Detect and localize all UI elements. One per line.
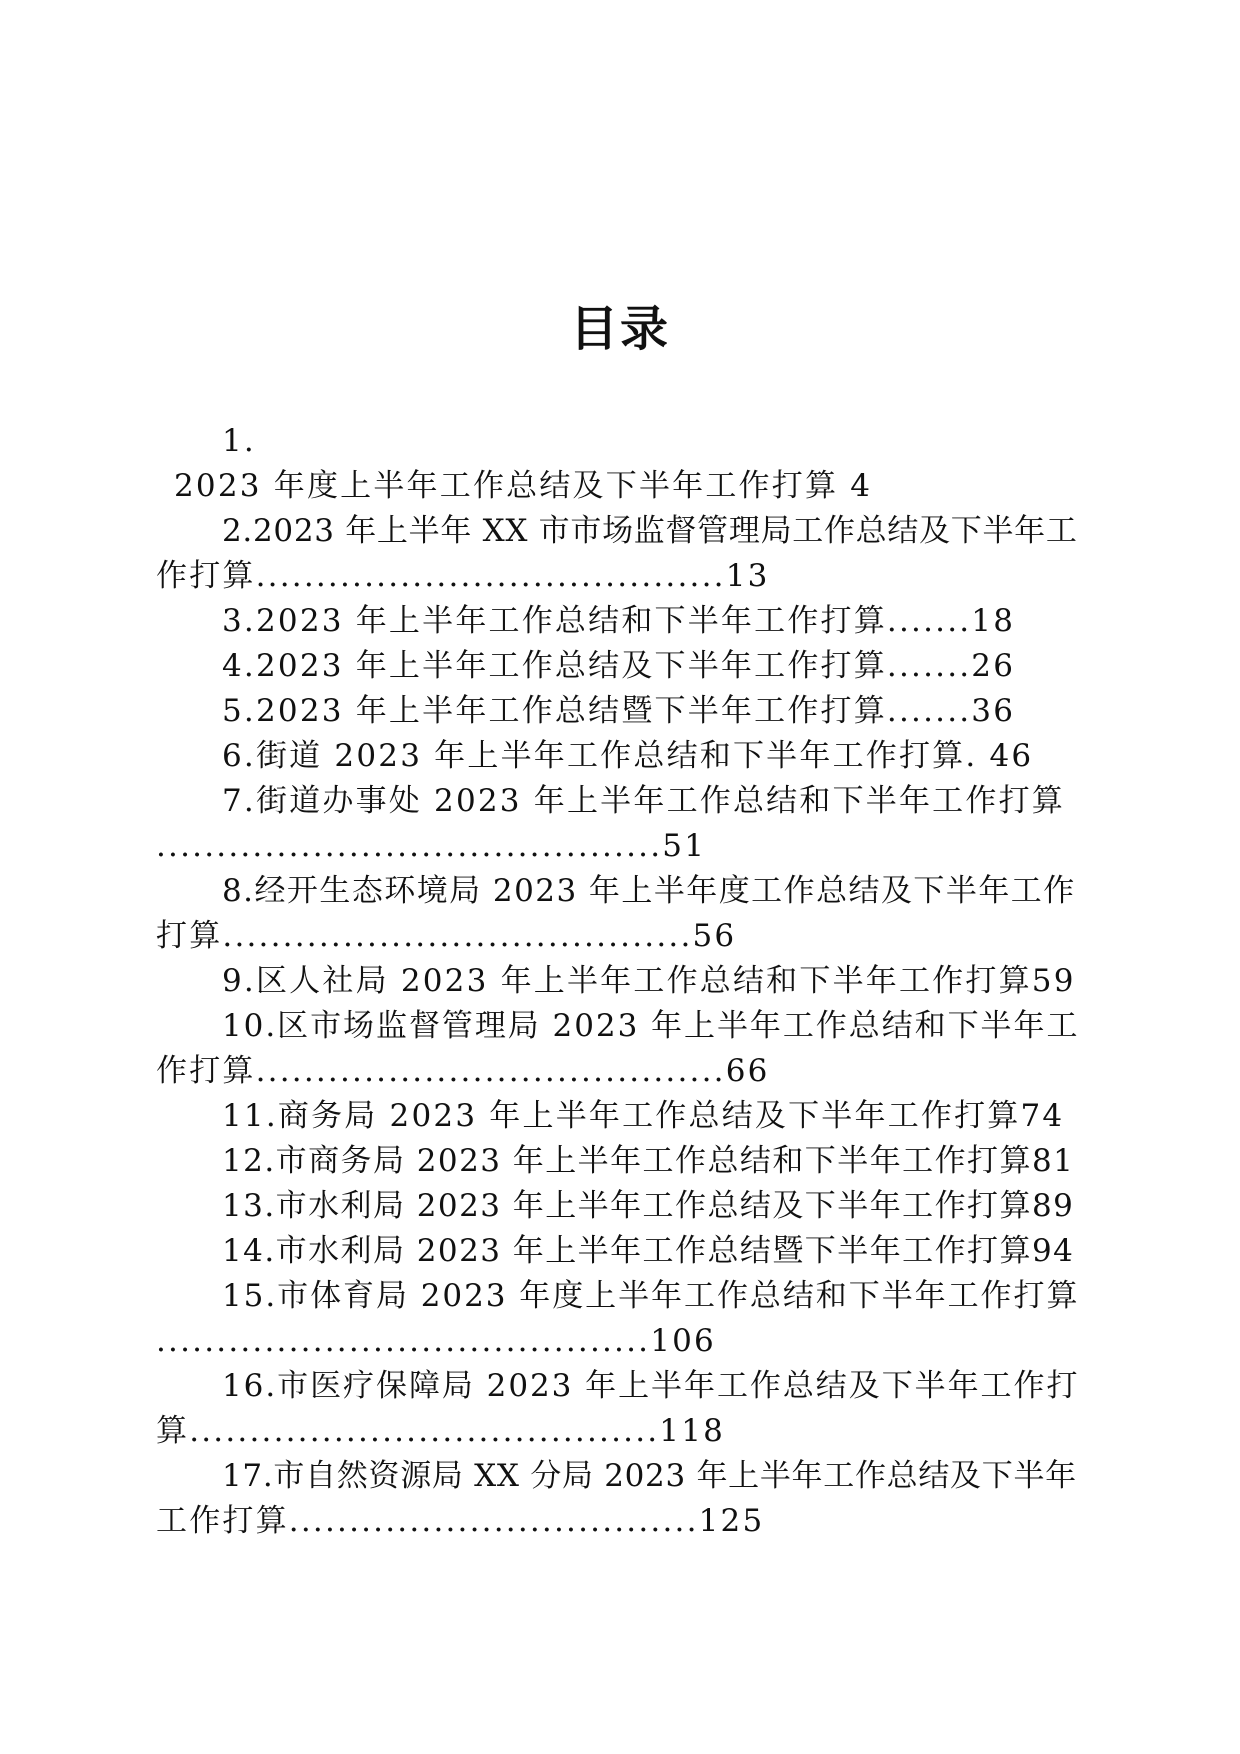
toc-entry-16-line-1[interactable]: 16.市医疗保障局 2023 年上半年工作总结及下半年工作打 [222,1368,1080,1404]
toc-entry-1-line-1[interactable]: 1. [222,423,256,459]
toc-entry-12[interactable]: 12.市商务局 2023 年上半年工作总结和下半年工作打算81 [222,1143,1075,1179]
toc-entry-10-line-2[interactable]: 作打算.......................................66 [156,1053,770,1089]
toc-entry-4[interactable]: 4.2023 年上半年工作总结及下半年工作打算.......26 [222,648,1016,684]
toc-entry-9[interactable]: 9.区人社局 2023 年上半年工作总结和下半年工作打算59 [222,963,1076,999]
toc-entry-15-line-2[interactable]: .........................................106 [156,1323,716,1359]
toc-entry-5[interactable]: 5.2023 年上半年工作总结暨下半年工作打算.......36 [222,693,1016,729]
toc-entry-14[interactable]: 14.市水利局 2023 年上半年工作总结暨下半年工作打算94 [222,1233,1075,1269]
toc-entry-6[interactable]: 6.街道 2023 年上半年工作总结和下半年工作打算. 46 [222,738,1034,774]
toc-entry-10-line-1[interactable]: 10.区市场监督管理局 2023 年上半年工作总结和下半年工 [222,1008,1080,1044]
toc-entry-2-line-2[interactable]: 作打算.......................................13 [156,558,770,594]
toc-entry-7-line-1[interactable]: 7.街道办事处 2023 年上半年工作总结和下半年工作打算 [222,783,1065,819]
toc-entry-3[interactable]: 3.2023 年上半年工作总结和下半年工作打算.......18 [222,603,1016,639]
toc-entry-2-line-1[interactable]: 2.2023 年上半年 XX 市市场监督管理局工作总结及下半年工 [222,513,1078,549]
toc-entry-16-line-2[interactable]: 算.......................................118 [156,1413,726,1449]
toc-entry-15-line-1[interactable]: 15.市体育局 2023 年度上半年工作总结和下半年工作打算 [222,1278,1080,1314]
toc-entry-8-line-1[interactable]: 8.经开生态环境局 2023 年上半年度工作总结及下半年工作 [222,873,1076,909]
toc-entry-11[interactable]: 11.商务局 2023 年上半年工作总结及下半年工作打算74 [222,1098,1065,1134]
toc-entry-7-line-2[interactable]: ..........................................51 [156,828,707,864]
toc-entry-8-line-2[interactable]: 打算.......................................56 [156,918,737,954]
toc-entry-17-line-1[interactable]: 17.市自然资源局 XX 分局 2023 年上半年工作总结及下半年 [222,1458,1077,1494]
toc-entry-17-line-2[interactable]: 工作打算..................................125 [156,1503,765,1539]
toc-entry-13[interactable]: 13.市水利局 2023 年上半年工作总结及下半年工作打算89 [222,1188,1075,1224]
toc-entry-1-line-2[interactable]: 2023 年度上半年工作总结及下半年工作打算 4 [174,468,873,504]
toc-title: 目录 [569,301,670,357]
